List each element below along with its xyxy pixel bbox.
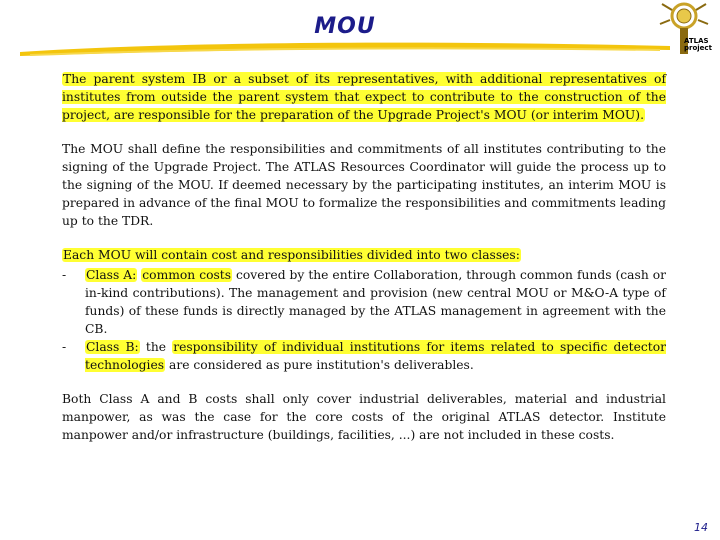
title-underline-swoosh xyxy=(20,38,670,60)
list-bullet: - xyxy=(62,340,67,354)
list-item-class-b xyxy=(62,338,666,374)
class-a-highlight: common costs xyxy=(142,268,232,282)
logo-line-1: ATLAS xyxy=(684,37,709,45)
class-a-label: Class A: xyxy=(86,268,137,282)
list-item-class-a xyxy=(62,266,666,338)
slide-title: MOU xyxy=(314,14,376,39)
paragraph-classes-intro xyxy=(62,246,666,264)
slide-body xyxy=(62,70,666,460)
class-a-description: covered by the entire Collaboration, through common funds (cash or in-kind contributions). The management and provision (new central MOU or M&O-A type of funds) of these funds is directly managed by the ATLAS management in agreement with the CB. xyxy=(85,268,666,336)
paragraph-mou-definition: The MOU shall define the responsibilities and commitments of all institutes contributing to the signing of the Upgrade Project. The ATLAS Resources Coordinator will guide the process up to the signing of the MOU. If deemed necessary by the participating institutes, an interim MOU is prepared in advance of the final MOU to formalize the responsibilities and commitments leading up to the TDR. xyxy=(62,142,666,228)
page-number: 14 xyxy=(694,521,708,534)
cost-classes-list xyxy=(62,266,666,374)
class-b-label: Class B: xyxy=(86,340,139,354)
atlas-logo-text xyxy=(684,38,720,52)
highlighted-text: Each MOU will contain cost and responsibilities divided into two classes: xyxy=(63,248,520,262)
class-b-highlight: responsibility of individual institutions for items related to specific detector technologies xyxy=(85,340,666,372)
paragraph-ib-responsibility xyxy=(62,70,666,124)
class-b-the: the xyxy=(145,340,167,354)
paragraph-cost-coverage: Both Class A and B costs shall only cover industrial deliverables, material and industrial manpower, as was the case for the core costs of the original ATLAS detector. Institute manpower and/or infrastructure (buildings, facilities, ...) are not included in these costs. xyxy=(62,392,666,442)
list-bullet: - xyxy=(62,268,67,282)
class-b-description: are considered as pure institution's deliverables. xyxy=(165,358,474,372)
logo-line-2: project xyxy=(684,44,712,52)
highlighted-text: The parent system IB or a subset of its representatives, with additional representatives of institutes from outside the parent system that expect to contribute to the construction of the project, are responsible for the preparation of the Upgrade Project's MOU (or interim MOU). xyxy=(62,72,666,122)
